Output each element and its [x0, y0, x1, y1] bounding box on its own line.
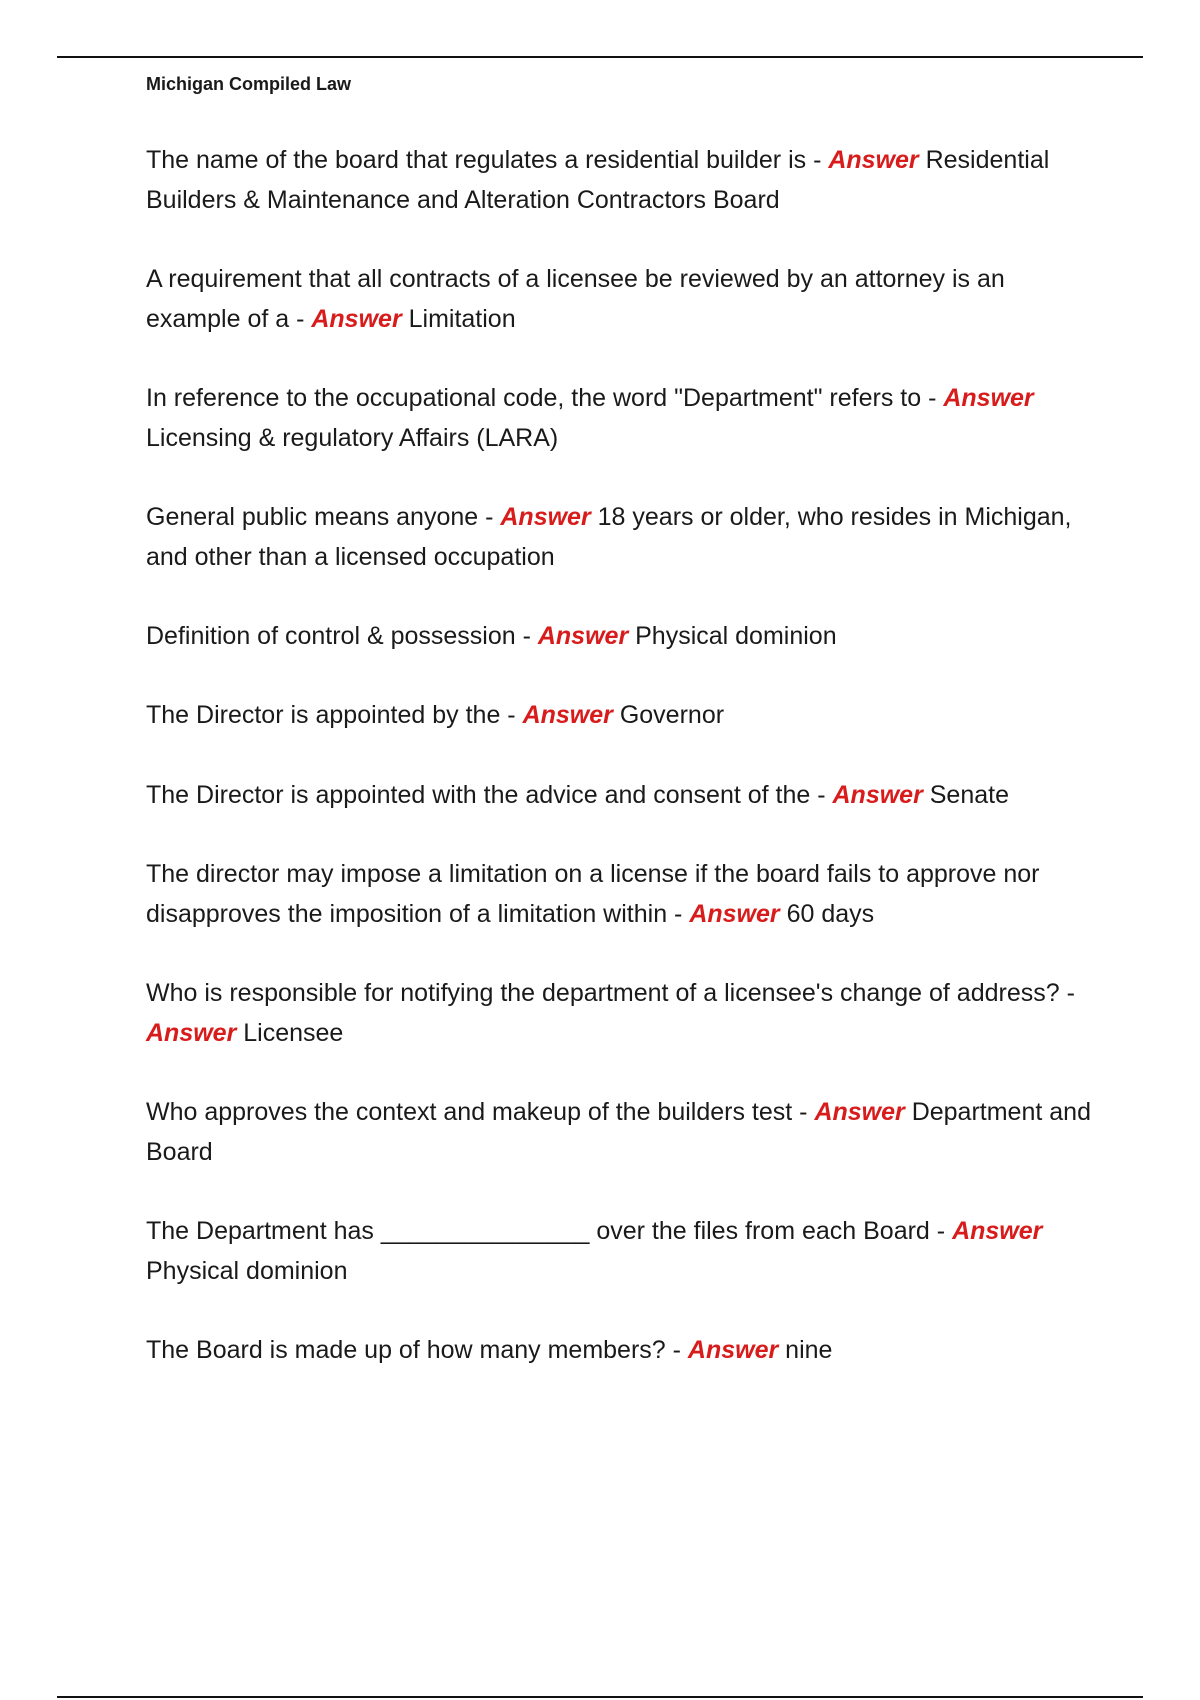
answer-text: nine [778, 1336, 833, 1364]
bottom-rule [57, 1696, 1143, 1698]
answer-label: Answer [943, 384, 1034, 412]
qa-item [146, 854, 1096, 934]
question-text: In reference to the occupational code, the word "Department" refers to - [146, 384, 944, 412]
answer-label: Answer [311, 305, 402, 333]
qa-item [146, 695, 1096, 735]
answer-label: Answer [828, 146, 919, 174]
qa-item [146, 616, 1096, 656]
qa-item [146, 973, 1096, 1053]
question-text: Who approves the context and makeup of the builders test - [146, 1098, 815, 1126]
answer-text: 60 days [779, 900, 875, 928]
qa-item [146, 497, 1096, 577]
answer-label: Answer [814, 1098, 905, 1126]
question-text: The name of the board that regulates a residential builder is - [146, 146, 829, 174]
answer-text: Licensee [236, 1019, 344, 1047]
question-text: Definition of control & possession - [146, 622, 538, 650]
answer-label: Answer [500, 503, 591, 531]
qa-item [146, 1092, 1096, 1172]
answer-text: Physical dominion [628, 622, 837, 650]
question-text: The Department has _______________ over the files from each Board - [146, 1217, 953, 1245]
question-text: A requirement that all contracts of a licensee be reviewed by an attorney is an example of a - [146, 265, 1005, 333]
qa-item [146, 378, 1096, 458]
answer-label: Answer [687, 1336, 779, 1364]
question-text: Who is responsible for notifying the department of a licensee's change of address? - [146, 979, 1075, 1007]
question-text: The director may impose a limitation on a license if the board fails to approve nor disapproves the imposition of a limitation within - [146, 860, 1040, 928]
top-rule [57, 56, 1143, 58]
answer-text: Department and Board [146, 1098, 1091, 1166]
answer-text: Physical dominion [146, 1257, 348, 1285]
answer-label: Answer [146, 1019, 237, 1047]
qa-item [146, 1330, 1096, 1370]
answer-text: Senate [922, 781, 1009, 809]
answer-label: Answer [689, 900, 780, 928]
answer-text: Residential Builders & Maintenance and Alteration Contractors Board [146, 146, 1050, 214]
qa-item [146, 1211, 1096, 1291]
question-text: General public means anyone - [146, 503, 501, 531]
answer-label: Answer [537, 622, 629, 650]
document-title: Michigan Compiled Law [146, 74, 352, 94]
question-text: The Board is made up of how many members? - [146, 1336, 688, 1364]
qa-item [146, 140, 1096, 220]
question-text: The Director is appointed by the - [146, 701, 523, 729]
answer-text: Limitation [401, 305, 516, 333]
answer-label: Answer [832, 781, 923, 809]
qa-item [146, 259, 1096, 339]
answer-text: Governor [612, 701, 725, 729]
answer-label: Answer [952, 1217, 1043, 1245]
answer-text: Licensing & regulatory Affairs (LARA) [146, 424, 559, 452]
answer-text: 18 years or older, who resides in Michigan, and other than a licensed occupation [146, 503, 1072, 571]
question-text: The Director is appointed with the advice and consent of the - [146, 781, 833, 809]
qa-item [146, 775, 1096, 815]
answer-label: Answer [522, 701, 613, 729]
